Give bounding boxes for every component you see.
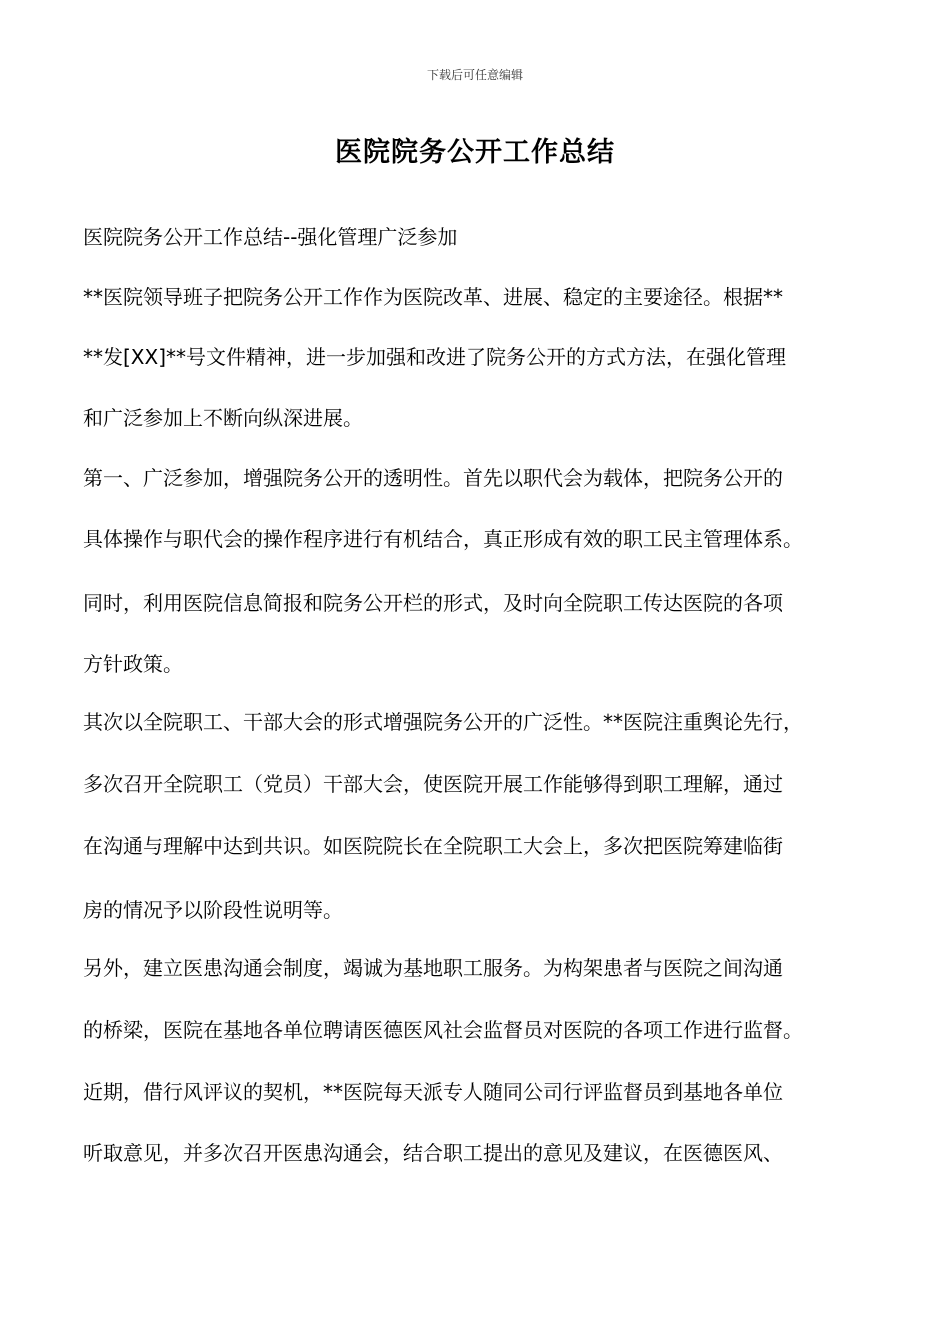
body-line: **发[XX]**号文件精神，进一步加强和改进了院务公开的方式方法，在强化管理: [83, 345, 787, 369]
body-line: 第一、广泛参加，增强院务公开的透明性。首先以职代会为载体，把院务公开的: [83, 466, 783, 490]
body-line: 其次以全院职工、干部大会的形式增强院务公开的广泛性。**医院注重舆论先行，: [83, 710, 803, 734]
document-title: 医院院务公开工作总结: [335, 137, 615, 168]
body-line: 的桥梁，医院在基地各单位聘请医德医风社会监督员对医院的各项工作进行监督。: [83, 1018, 803, 1042]
body-line: 在沟通与理解中达到共识。如医院院长在全院职工大会上，多次把医院筹建临街: [83, 834, 783, 858]
body-line: 同时，利用医院信息简报和院务公开栏的形式，及时向全院职工传达医院的各项: [83, 591, 783, 615]
body-line: 多次召开全院职工（党员）干部大会，使医院开展工作能够得到职工理解，通过: [83, 772, 783, 796]
body-line: 房的情况予以阶段性说明等。: [83, 898, 343, 922]
body-line: **医院领导班子把院务公开工作作为医院改革、进展、稳定的主要途径。根据**: [83, 285, 783, 309]
body-line: 另外，建立医患沟通会制度，竭诚为基地职工服务。为构架患者与医院之间沟通: [83, 956, 783, 980]
body-line: 具体操作与职代会的操作程序进行有机结合，真正形成有效的职工民主管理体系。: [83, 527, 803, 551]
body-line: 医院院务公开工作总结--强化管理广泛参加: [83, 225, 458, 249]
body-line: 近期，借行风评议的契机，**医院每天派专人随同公司行评监督员到基地各单位: [83, 1080, 783, 1104]
header-note: 下载后可任意编辑: [426, 68, 523, 82]
body-line: 和广泛参加上不断向纵深进展。: [83, 406, 363, 430]
body-line: 方针政策。: [83, 652, 183, 676]
body-line: 听取意见，并多次召开医患沟通会，结合职工提出的意见及建议，在医德医风、: [83, 1141, 783, 1165]
